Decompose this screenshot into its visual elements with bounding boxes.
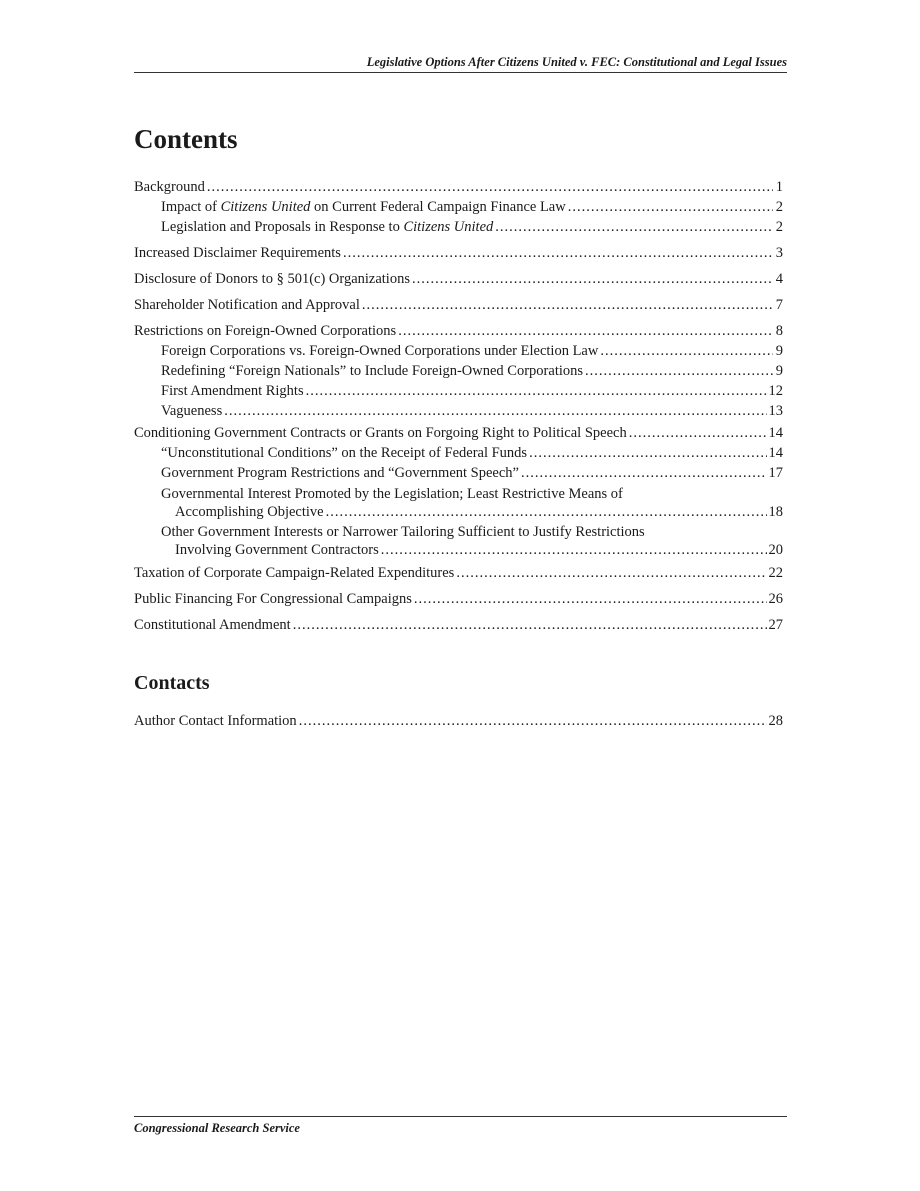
toc-page-number: 26	[768, 591, 783, 607]
contacts-title: Contacts	[134, 672, 210, 694]
dot-leader	[207, 177, 773, 197]
toc-contacts	[134, 711, 783, 731]
toc-label: Background	[134, 179, 205, 195]
toc-page-number: 14	[768, 445, 783, 461]
toc-page-number: 12	[768, 383, 783, 399]
toc-entry-shareholder-notification[interactable]	[134, 295, 783, 315]
toc-label: Disclosure of Donors to § 501(c) Organizations	[134, 271, 410, 287]
dot-leader	[362, 295, 773, 315]
toc-entry-impact-of-citizens-united[interactable]	[134, 197, 783, 217]
toc-label: Restrictions on Foreign-Owned Corporations	[134, 323, 397, 339]
dot-leader	[224, 401, 766, 421]
toc-label: Conditioning Government Contracts or Grants on Forgoing Right to Political Speech	[134, 425, 627, 441]
toc-page-number: 9	[775, 343, 783, 359]
toc-entry-background[interactable]	[134, 177, 783, 197]
toc-entry-taxation[interactable]	[134, 563, 783, 583]
toc-entry-conditioning-government-contracts[interactable]	[134, 423, 783, 443]
dot-leader	[343, 243, 773, 263]
dot-leader	[398, 321, 773, 341]
dot-leader	[585, 361, 773, 381]
dot-leader	[529, 443, 766, 463]
toc-label: Legislation and Proposals in Response to Citizens United	[161, 219, 494, 235]
toc-label: Government Program Restrictions and “Government Speech”	[161, 465, 519, 481]
toc-label: Involving Government Contractors	[175, 542, 379, 558]
toc-entry-public-financing[interactable]	[134, 589, 783, 609]
toc-label: Accomplishing Objective	[175, 504, 324, 520]
toc-entry-author-contact-information[interactable]	[134, 711, 783, 731]
dot-leader	[456, 563, 766, 583]
toc-label: Public Financing For Congressional Campaigns	[134, 591, 412, 607]
toc-label: Redefining “Foreign Nationals” to Include Foreign-Owned Corporations	[161, 363, 584, 379]
toc-page-number: 7	[775, 297, 783, 313]
toc-label: First Amendment Rights	[161, 383, 304, 399]
toc-entry-legislation-and-proposals[interactable]	[134, 217, 783, 237]
toc-page-number: 4	[775, 271, 783, 287]
toc-entry-redefining-foreign-nationals[interactable]	[134, 361, 783, 381]
toc-page-number: 18	[768, 504, 783, 520]
toc-label: Taxation of Corporate Campaign-Related Expenditures	[134, 565, 455, 581]
toc-page-number: 27	[768, 617, 783, 633]
toc-entry-foreign-vs-foreign-owned[interactable]	[134, 341, 783, 361]
dot-leader	[568, 197, 773, 217]
footer-publisher: Congressional Research Service	[134, 1121, 300, 1135]
toc-page-number: 13	[768, 403, 783, 419]
toc-label: Vagueness	[161, 403, 223, 419]
toc-label: Foreign Corporations vs. Foreign-Owned Corporations under Election Law	[161, 343, 599, 359]
toc-page-number: 20	[768, 542, 783, 558]
running-header: Legislative Options After Citizens United v. FEC: Constitutional and Legal Issues	[366, 55, 787, 69]
toc-entry-disclosure-of-donors[interactable]	[134, 269, 783, 289]
dot-leader	[306, 381, 767, 401]
toc-page-number: 9	[775, 363, 783, 379]
toc-label: Impact of Citizens United on Current Federal Campaign Finance Law	[161, 199, 566, 215]
contents-title: Contents	[134, 124, 238, 154]
footer-rule	[134, 1116, 787, 1117]
toc-entry-constitutional-amendment[interactable]	[134, 615, 783, 635]
dot-leader	[600, 341, 773, 361]
toc-entry-vagueness[interactable]	[134, 401, 783, 421]
toc-entry-other-government-interests[interactable]	[134, 541, 783, 559]
dot-leader	[521, 463, 767, 483]
toc-page-number: 2	[775, 219, 783, 235]
dot-leader	[326, 503, 767, 521]
toc-page-number: 14	[768, 425, 783, 441]
dot-leader	[293, 615, 767, 635]
toc-page-number: 1	[775, 179, 783, 195]
toc-page-number: 22	[768, 565, 783, 581]
toc-entry-first-amendment-rights[interactable]	[134, 381, 783, 401]
toc-page-number: 3	[775, 245, 783, 261]
toc-entry-governmental-interest-line1[interactable]: Governmental Interest Promoted by the Legislation; Least Restrictive Means of	[161, 486, 623, 502]
toc-label: Shareholder Notification and Approval	[134, 297, 360, 313]
toc-entry-disclaimer-requirements[interactable]	[134, 243, 783, 263]
dot-leader	[629, 423, 767, 443]
toc-entry-unconstitutional-conditions[interactable]	[134, 443, 783, 463]
toc-page-number: 8	[775, 323, 783, 339]
toc-entry-governmental-interest[interactable]	[134, 503, 783, 521]
toc-entry-government-program-restrictions[interactable]	[134, 463, 783, 483]
dot-leader	[495, 217, 773, 237]
dot-leader	[414, 589, 767, 609]
toc-label: Constitutional Amendment	[134, 617, 291, 633]
toc-page-number: 17	[768, 465, 783, 481]
toc-contents	[134, 177, 783, 635]
dot-leader	[412, 269, 773, 289]
toc-label: “Unconstitutional Conditions” on the Receipt of Federal Funds	[161, 445, 528, 461]
dot-leader	[381, 541, 767, 559]
toc-entry-other-government-interests-line1[interactable]: Other Government Interests or Narrower Tailoring Sufficient to Justify Restrictions	[161, 524, 645, 540]
toc-label: Author Contact Information	[134, 713, 297, 729]
toc-page-number: 28	[768, 713, 783, 729]
header-rule	[134, 72, 787, 73]
toc-page-number: 2	[775, 199, 783, 215]
dot-leader	[299, 711, 767, 731]
toc-entry-foreign-owned-corporations[interactable]	[134, 321, 783, 341]
toc-label: Increased Disclaimer Requirements	[134, 245, 341, 261]
